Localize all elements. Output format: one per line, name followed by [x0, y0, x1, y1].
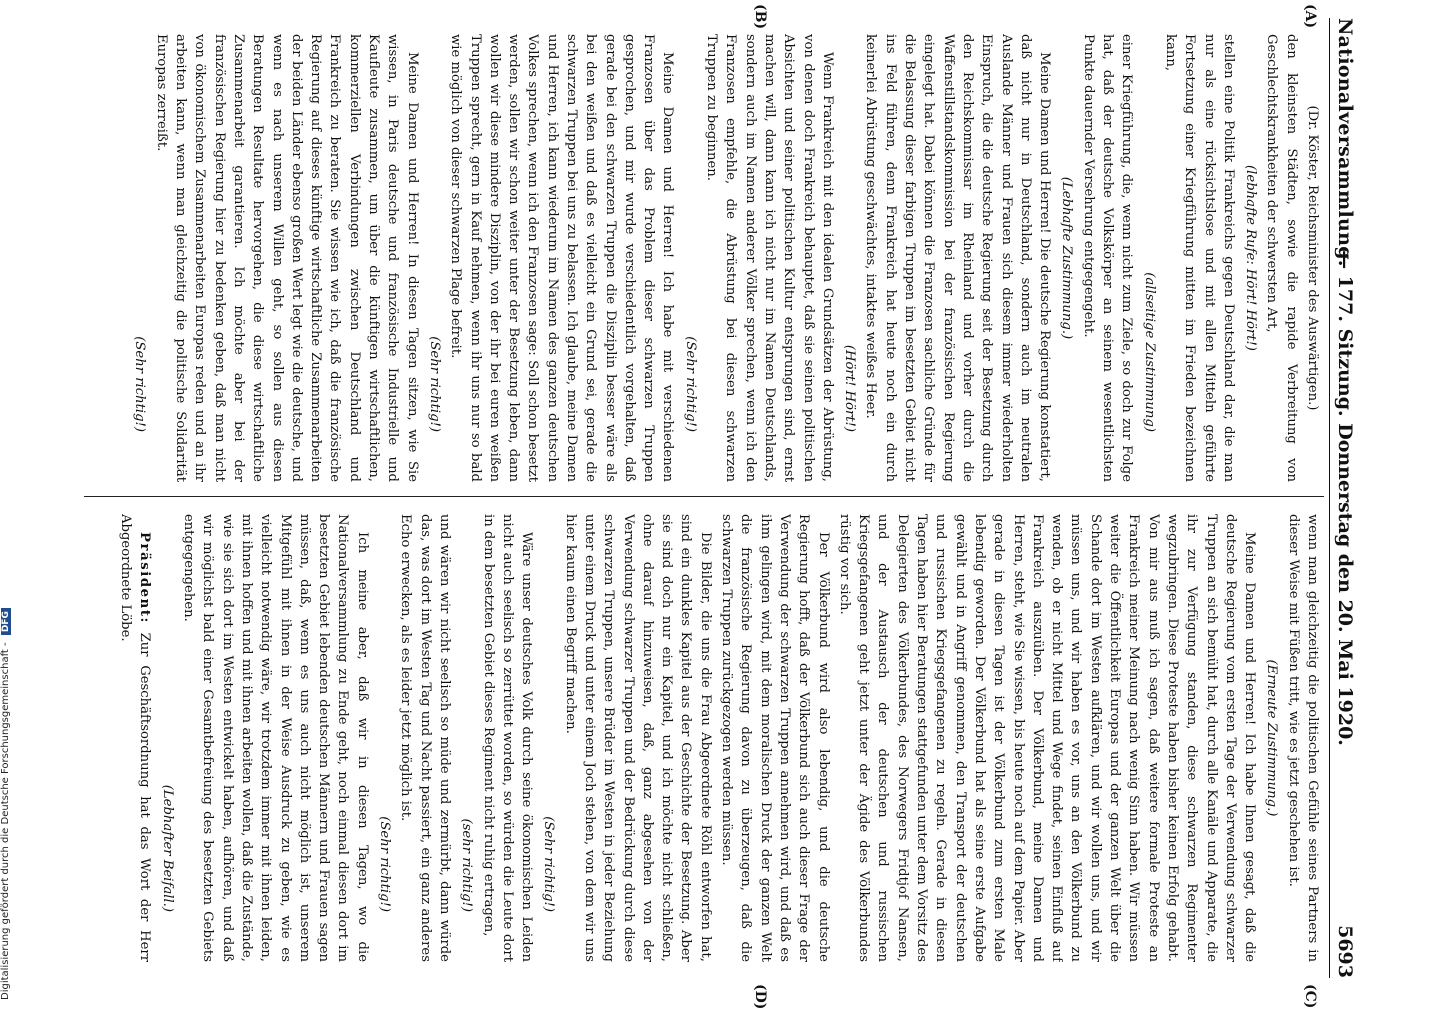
margin-marker-c: (C): [1302, 984, 1318, 1009]
paragraph: stellen eine Politik Frankreichs gegen Deutschland dar, die man nur als eine rücksichtslose und mit allen Mitteln geführte Fortsetzung einer Kriegführung mitten im Frieden bezeichnen kann,: [1162, 34, 1236, 482]
paragraph: Wäre unser deutsches Volk durch seine ökonomischen Leiden nicht auch seelisch so zerrüttet worden, so würden die Leute dort in dem besetzten Gebiet dieses Regiment nicht ruhig ertragen,: [480, 514, 535, 962]
left-column: [82, 34, 1322, 482]
paragraph: Meine Damen und Herren! In diesen Tagen sitzen, wie Sie wissen, in Paris deutsche und französische Industrielle und Kaufleute zusammen, um über die künftigen wirtschaftlichen, kommerziellen Verbindungen zwischen Deutschland und Frankreich zu beraten. Sie wissen wie ich, daß die französische Regierung auf dieses künftige wirtschaftliche Zusammenarbeiten der beiden Länder ebenso großen Wert legt wie die deutsche, und wenn es nach unserem Willen geht, so sollen aus diesen Beratungen Resultate hervorgehen, die diese wirtschaftliche Zusammenarbeit garantieren. Ich möchte aber bei der französischen Regierung hier zu bedenken geben, daß man nicht von ökonomischem Zusammenarbeiten Europas reden und an ihr arbeiten kann, wenn man gleichzeitig die politische Solidarität Europas zerreißt.: [153, 34, 420, 482]
dfg-logo: DFG: [1, 608, 11, 635]
president-text: Zur Geschäftsordnung hat das Wort der Herr Abgeordnete Löbe.: [118, 514, 153, 962]
paragraph: Meine Damen und Herren! Ich habe Ihnen gesagt, daß die deutsche Regierung vom ersten Tage der Verwendung schwarzer Truppen an sich bemüht hat, durch alle Kanäle und Apparate, die ihr zur Verfügung standen, diese schwarzen Regimenter wegzubringen. Diese Proteste haben bisher keinen Erfolg gehabt. Von mir aus muß ich sagen, daß weitere formale Proteste an Frankreich meiner Meinung nach wenig Sinn haben. Wir müssen weiter die Öffentlichkeit Europas und der ganzen Welt über die Schande dort im Westen aufklären, und wir wollen uns, und wir müssen uns, und wir haben es vor, uns an den Völkerbund zu wenden, ob er nicht Mittel und Wege findet, seinen Einfluß auf Frankreich auszuüben. Der Völkerbund, meine Damen und Herren, steht, wie Sie wissen, bis heute noch auf dem Papier. Aber gerade in diesen Tagen ist der Völkerbund zum ersten Male lebendig geworden. Der Völkerbund hat als seine erste Aufgabe gewählt und in Angriff genommen, den Transport der deutschen und russischen Kriegsgefangenen zu regeln. Gerade in diesen Tagen haben hier Beratungen stattgefunden unter dem Vorsitz des Delegierten des Völkerbundes, des Norwegers Fridtjof Nansen, und der Austausch der deutschen und russischen Kriegsgefangenen geht jetzt unter der Ägide des Völkerbundes rüstig vor sich.: [836, 514, 1258, 962]
speaker-tag: (Dr. Köster, Reichsminister des Auswärtigen.): [1305, 105, 1320, 411]
interjection: (Sehr richtig!): [132, 336, 148, 432]
interjection: (Sehr richtig!): [377, 816, 393, 912]
paragraph: Der Völkerbund wird also lebendig, und die deutsche Regierung hofft, daß der Völkerbund sich auch dieser Frage der Verwendung der schwarzen Truppen annehmen wird, und daß es ihm gelingen wird, mit dem moralischen Druck der ganzen Welt die französische Regierung davon zu überzeugen, daß die schwarzen Truppen zurückgezogen werden müssen.: [719, 514, 831, 962]
interjection: (Lebhafte Zustimmung.): [1059, 176, 1075, 340]
page-number: 5693: [1334, 925, 1356, 978]
page-header: [1329, 18, 1358, 978]
paragraph: den kleinsten Städten, sowie die rapide Verbreitung von Geschlechtskrankheiten der schwersten Art,: [1264, 34, 1299, 482]
interjection: (Sehr richtig!): [682, 336, 698, 432]
paragraph: Wenn Frankreich mit den idealen Grundsätzen der Abrüstung, von denen doch Frankreich behauptet, daß sie seinen politischen Absichten und seiner politischen Kultur entsprungen sind, ernst machen will, dann kann ich nicht nur im Namen Deutschlands, sondern auch im Namen anderer Völker sprechen, wenn ich den Franzosen empfehle, die Abrüstung bei diesen schwarzen Truppen zu beginnen.: [704, 34, 835, 482]
interjection: (Sehr richtig!): [541, 816, 557, 912]
margin-marker-a: (A): [1302, 4, 1318, 29]
paragraph: wenn man gleichzeitig die politischen Gefühle seines Partners in dieser Weise mit Füßen tritt, wie es jetzt geschehen ist.: [1285, 514, 1320, 962]
president-label: Präsident:: [137, 532, 153, 625]
right-column: [82, 514, 1322, 962]
digitization-credit: [0, 10, 11, 1000]
column-divider: [84, 496, 1324, 497]
session-line: — 177. Sitzung. Donnerstag den 20. Mai 1920.: [1334, 250, 1356, 746]
president-paragraph: [116, 514, 155, 962]
paragraph: Ich meine aber, daß wir in diesen Tagen, wo die Nationalversammlung zu Ende geht, noch einmal diesen dort im besetzten Gebiet lebenden deutschen Männern und Frauen sagen müssen, daß, wenn es uns auch nicht möglich ist, unserem Mitgefühl mit ihnen in der Weise Ausdruck zu geben, wie es vielleicht notwendig wäre, wir trotzdem immer mit ihnen leiden, mit ihnen hoffen und mit ihnen arbeiten wollen, daß die Zustände, wie sie sich dort im Westen entwickelt haben, aufhören, und daß wir möglichst bald einer Gesamtbefreiung des besetzten Gebiets entgegengehen.: [181, 514, 370, 962]
credit-text: Digitalisierung gefördert durch die Deutsche Forschungsgemeinschaft -: [0, 642, 11, 1000]
interjection: (Lebhafter Beifall.): [159, 784, 175, 912]
margin-marker-d: (D): [752, 984, 768, 1009]
paragraph: und wären wir nicht seelisch so müde und zermürbt, dann würde das, was dort im Westen Tag und Nacht passiert, ein ganz anderes Echo erwecken, als es leider jetzt möglich ist.: [398, 514, 452, 962]
interjection: (lebhafte Rufe: Hört! Hört!): [1243, 165, 1259, 351]
paragraph: Meine Damen und Herren! Die deutsche Regierung konstatiert, daß nicht nur in Deutschland, sondern auch im neutralen Auslande Männer und Frauen sich diesem immer wiederholten Einspruch, die die deutsche Regierung seit der Besetzung durch den Reichskommissar im Rheinland und vorher durch die Waffenstillstandskommission bei der französischen Regierung eingelegt hat. Dabei können die Franzosen sachliche Gründe für die Belassung dieser farbigen Truppen im besetzten Gebiet nicht ins Feld führen, denn Frankreich hat heute noch ein durch keinerlei Abrüstung geschwächtes, intaktes weißes Heer.: [863, 34, 1053, 482]
interjection: (Erneute Zustimmung.): [1264, 659, 1280, 817]
paragraph: Meine Damen und Herren! Ich habe mit verschiedenen Franzosen über das Problem dieser schwarzen Truppen gesprochen, und mir wurde verschiedentlich vorgehalten, daß gerade bei den schwarzen Truppen die Disziplin besser wäre als bei den weißen und daß es vielleicht ein Grund sei, gerade die schwarzen Truppen bei uns zu belassen. Ich glaube, meine Damen und Herren, ich kann wiederum im Namen des ganzen deutschen Volkes sprechen, wenn ich den Franzosen sage: Soll schon besetzt werden, sollen wir schon weiter unter der Besetzung leben, dann wollen wir diese mindere Disziplin, von der ihr bei euren weißen Truppen sprecht, gern in Kauf nehmen, wenn ihr uns nur so bald wie möglich von dieser schwarzen Plage befreit.: [448, 34, 676, 482]
interjection: (Hört! Hört!): [842, 344, 858, 432]
margin-marker-b: (B): [752, 4, 768, 30]
interjection: (Sehr richtig!): [426, 336, 442, 432]
newspaper-page: [68, 4, 1358, 1009]
publication-title: Nationalversammlung.: [1334, 18, 1356, 267]
interjection: (allseitige Zustimmung): [1141, 272, 1157, 432]
paragraph: Die Bilder, die uns die Frau Abgeordnete Röhl entworfen hat, sind ein dunkles Kapitel aus der Geschichte der Besetzung. Aber sie sind doch nur ein Kapitel, und ich möchte nicht schließen, ohne darauf hinzuweisen, daß, ganz abgesehen von der Verwendung schwarzer Truppen und der Bedrückung durch diese schwarzen Truppen, unsere Brüder im Westen in jeder Beziehung unter einem Druck und unter einem Joch stehen, von dem wir uns hier kaum einen Begriff machen.: [562, 514, 713, 962]
interjection: (sehr richtig!): [459, 818, 475, 912]
paragraph: einer Kriegführung, die, wenn nicht zum Ziele, so doch zur Folge hat, daß der deutsche Volkskörper an seinem wesentlichsten Punkte dauernder Versehrung entgegengeht.: [1080, 34, 1135, 482]
